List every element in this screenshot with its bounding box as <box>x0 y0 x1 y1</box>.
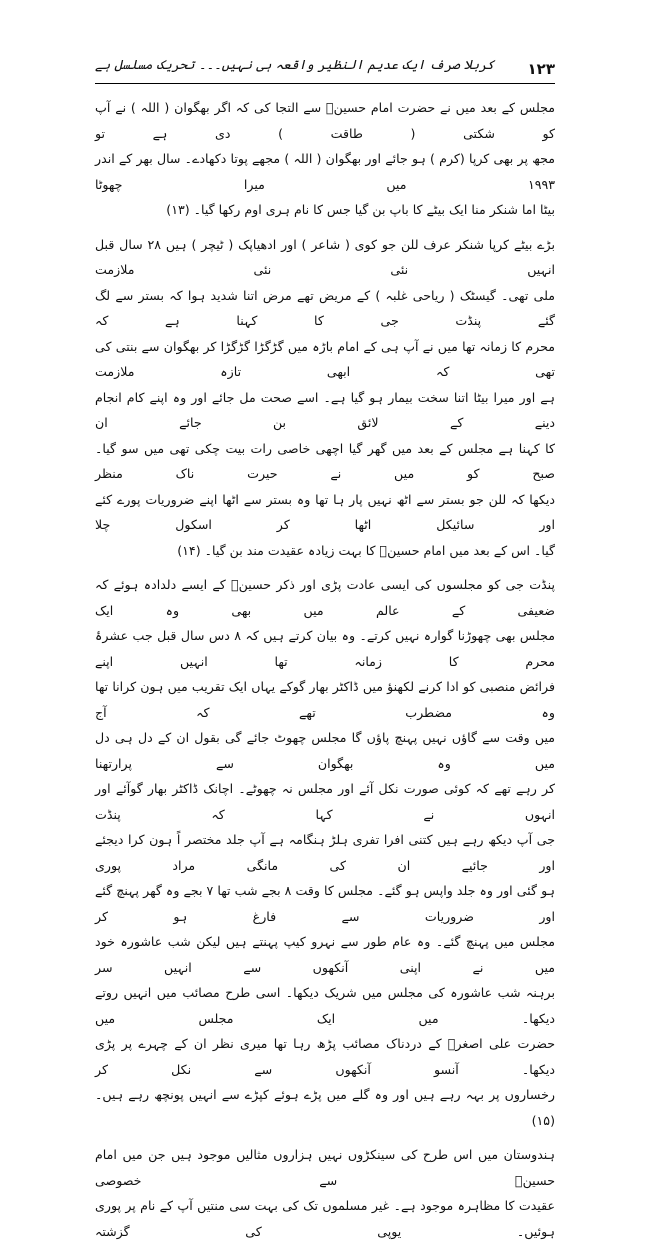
line: محرم کا زمانہ تھا میں نے آپ ہی کے امام باڑہ میں گڑگڑا گڑگڑا کر بھگوان سے بنتی کی تھی کہ ابھی تازہ ملازمت <box>95 338 555 379</box>
header-rule <box>95 83 555 84</box>
line: مجلس بھی چھوڑنا گوارہ نہیں کرتے۔ وہ بیان کرتے ہیں کہ ۸ دس سال قبل جب عشرۂ محرم کا زمانہ تھا انہیں اپنے <box>95 628 555 669</box>
line: جی آپ دیکھ رہے ہیں کتنی افرا تفری ہلڑ ہنگامہ ہے آپ جلد مختصر اً ہون کرا دیجئے اور جائیے ان کی مانگی مراد پوری <box>95 832 555 873</box>
line: ہو گئی اور وہ جلد واپس ہو گئے۔ مجلس کا وقت ۸ بجے شب تھا ۷ بجے وہ گھر پہنچ گئے اور ضروریات سے فارغ ہو کر <box>95 883 555 924</box>
line: کر رہے تھے کہ کوئی صورت نکل آئے اور مجلس نہ چھوٹے۔ اچانک ڈاکٹر بھار گوآئے اور انہوں نے کہا کہ پنڈت <box>95 781 555 822</box>
line: برہنہ شب عاشورہ کی مجلس میں شریک دیکھا۔ اسی طرح مصائب میں انہیں روتے دیکھا۔ میں ایک مجلس میں <box>95 985 555 1026</box>
paragraph-3 <box>95 572 555 1133</box>
line: کا کہنا ہے مجلس کے بعد میں گھر گیا اچھی خاصی رات بیت چکی تھی میں سو گیا۔ صبح کو میں نے حیرت ناک منظر <box>95 440 555 481</box>
line: بڑے بیٹے کرپا شنکر عرف للن جو کوی ( شاعر ) اور ادھیاپک ( ٹیچر ) ہیں ۲۸ سال قبل انہیں نئی نئی ملازمت <box>95 236 556 277</box>
line: حضرت علی اصغرؑ کے دردناک مصائب پڑھ رہا تھا میری نظر ان کے چہرے پر پڑی دیکھا۔ آنسو آنکھوں سے نکل کر <box>95 1036 555 1077</box>
line: ہندوستان میں اس طرح کی سینکڑوں نہیں ہزاروں مثالیں موجود ہیں جن میں امام حسینؑ سے خصوصی <box>95 1147 555 1188</box>
line: عقیدت کا مظاہرہ موجود ہے۔ غیر مسلموں تک کی بہت سی منتیں آپ کے نام پر پوری ہوئیں۔ یوپی کی گزشتہ <box>95 1198 555 1239</box>
running-head: کربلا صرف ایک عدیم النظیر واقعہ ہی نہیں۔۔۔ تحریک مسلسل ہے <box>95 58 495 73</box>
page-number: ۱۲۳ <box>527 60 555 78</box>
paragraph-2 <box>95 232 555 564</box>
line: ہے اور میرا بیٹا اتنا سخت بیمار ہو گیا ہے۔ اسے صحت مل جائے اور وہ اپنے کام انجام دینے کے لائق بن جائے ان <box>95 389 555 430</box>
line: فرائض منصبی کو ادا کرنے لکھنؤ میں ڈاکٹر بھار گوکے یہاں ایک تقریب میں ہون کرانا تھا وہ مضطرب تھے کہ آج <box>95 679 555 720</box>
line: ملی تھی۔ گیسٹک ( ریاحی غلبہ ) کے مریض تھے مرض اتنا شدید ہوا کہ بستر سے لگ گئے پنڈت جی کا کہنا ہے کہ <box>95 287 555 328</box>
paragraph-4 <box>95 1142 555 1244</box>
line: میں وقت سے گاؤں نہیں پہنچ پاؤں گا مجلس چھوٹ جائے گی بقول ان کے دل ہی دل میں وہ بھگوان سے پرارتھنا <box>95 730 555 771</box>
page-header <box>95 58 555 84</box>
page-body <box>95 95 555 1253</box>
line: گیا۔ اس کے بعد میں امام حسینؑ کا بہت زیادہ عقیدت مند بن گیا۔ (۱۴) <box>177 542 555 558</box>
line: رخساروں پر بہہ رہے ہیں اور وہ گلے میں پڑے ہوئے کپڑے سے انہیں پونچھ رہے ہیں۔ (۱۵) <box>95 1087 555 1128</box>
line: مجلس میں پہنچ گئے۔ وہ عام طور سے نہرو کیپ پہنتے ہیں لیکن شب عاشورہ خود میں نے اپنی آنکھوں سے انہیں سر <box>95 934 555 975</box>
line: پنڈت جی کو مجلسوں کی ایسی عادت پڑی اور ذکر حسینؑ کے ایسے دلدادہ ہوئے کہ ضعیفی کے عالم میں بھی وہ ایک <box>95 577 555 618</box>
line: بیٹا اما شنکر منا ایک بیٹے کا باپ بن گیا جس کا نام ہری اوم رکھا گیا۔ (۱۳) <box>166 202 555 217</box>
paragraph-1 <box>95 95 555 223</box>
line: دیکھا کہ للن جو بستر سے اٹھ نہیں پار ہا تھا وہ بستر سے اٹھا اپنے ضروریات پورے کئے اور سائیکل اٹھا کر اسکول چلا <box>95 491 555 532</box>
line: مجھ پر بھی کرپا (کرم ) ہو جائے اور بھگوان ( اللہ ) مجھے پوتا دکھادے۔ سال بھر کے اندر ۱۹۹۳ میں میرا چھوٹا <box>95 151 555 192</box>
line: مجلس کے بعد میں نے حضرت امام حسینؑ سے التجا کی کہ اگر بھگوان ( اللہ ) نے آپ کو شکتی ( طاقت ) دی ہے تو <box>95 100 555 141</box>
